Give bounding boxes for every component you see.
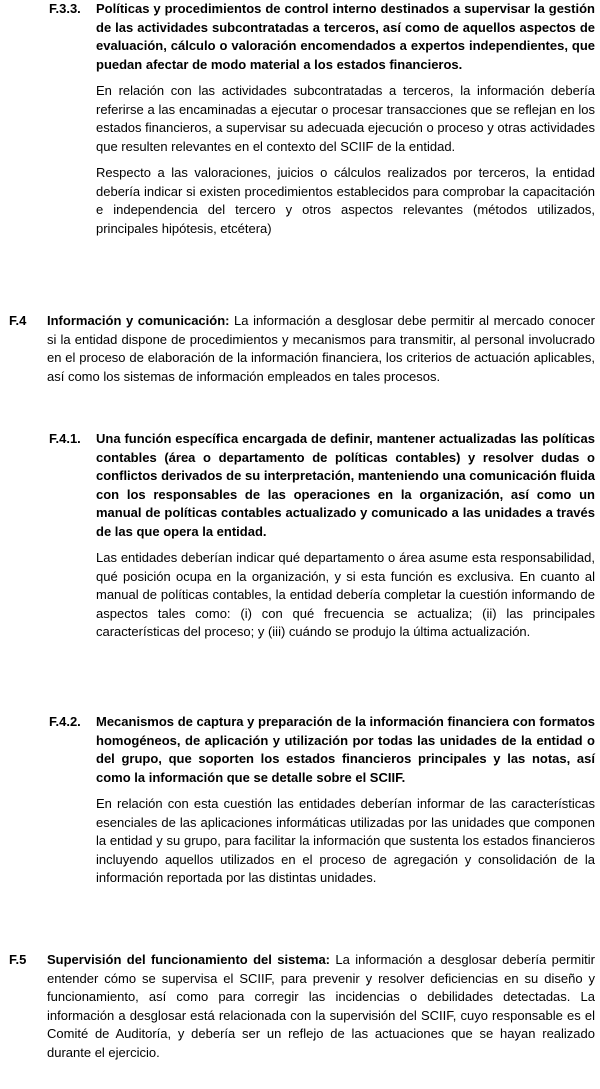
paragraph: Las entidades deberían indicar qué departamento o área asume esta responsabilidad, qué posición ocupa en la organización, y si esta función es exclusiva. En cuanto al manual de políticas contables, la entidad debería completar la cuestión informando de aspectos tales como: (i) con qué frecuencia se actualiza; (ii) las principales características del proceso; y (iii) cuándo se produjo la última actualización. bbox=[96, 550, 595, 639]
section-heading: Información y comunicación: bbox=[47, 313, 230, 328]
section-number: F.4.1. bbox=[49, 431, 81, 446]
section-number: F.5 bbox=[9, 952, 27, 967]
section-f5 bbox=[9, 951, 595, 1086]
section-text: La información a desglosar debería permitir entender cómo se supervisa el SCIIF, para prevenir y resolver deficiencias en su diseño y funcionamiento, así como para corregir las incidencias o debilidades detectadas. La información a desglosar está relacionada con la supervisión del SCIIF, cuyo responsable es el Comité de Auditoría, y debería ser un reflejo de las actuaciones que se hayan realizado durante el ejercicio. bbox=[47, 952, 595, 1060]
section-text: La información a desglosar debe permitir al mercado conocer si la entidad dispone de procedimientos y mecanismos para transmitir, al personal involucrado en el proceso de elaboración de la información financiera, los criterios de actuación aplicables, así como los sistemas de información empleados en tales procesos. bbox=[47, 313, 595, 384]
section-number: F.4 bbox=[9, 313, 27, 328]
paragraph: Respecto a las valoraciones, juicios o cálculos realizados por terceros, la entidad debería indicar si existen procedimientos establecidos para comprobar la capacitación e independencia del tercero y otros aspectos relevantes (métodos utilizados, principales hipótesis, etcétera) bbox=[96, 165, 595, 236]
paragraph: En relación con las actividades subcontratadas a terceros, la información debería referirse a las encaminadas a ejecutar o procesar transacciones que se reflejan en los estados financieros, a supervisar su adecuada ejecución o proceso y otras actividades que resulten relevantes en el contexto del SCIIF de la entidad. bbox=[96, 83, 595, 154]
paragraph: En relación con esta cuestión las entidades deberían informar de las características esenciales de las aplicaciones informáticas utilizadas por las unidades que componen la entidad y su grupo, para facilitar la información que sustenta los estados financieros incluyendo aquellos utilizados en el proceso de agregación y consolidación de la información reportada por las distintas unidades. bbox=[96, 796, 595, 885]
section-number: F.3.3. bbox=[49, 1, 81, 16]
section-f4 bbox=[9, 312, 595, 408]
section-heading: Políticas y procedimientos de control interno destinados a supervisar la gestión de las actividades subcontratadas a terceros, así como de aquellos aspectos de evaluación, cálculo o valoración encomendados a expertos independientes, que puedan afectar de modo material a los estados financieros. bbox=[96, 1, 595, 72]
section-heading: Supervisión del funcionamiento del sistema: bbox=[47, 952, 331, 967]
section-heading: Mecanismos de captura y preparación de la información financiera con formatos homogéneos, de aplicación y utilización por todas las unidades de la entidad o del grupo, que soporten los estados financieros principales y las notas, así como la información que se detalle sobre el SCIIF. bbox=[96, 714, 595, 785]
section-f41 bbox=[49, 430, 595, 695]
section-f33 bbox=[49, 0, 595, 270]
section-number: F.4.2. bbox=[49, 714, 81, 729]
section-f42 bbox=[49, 713, 595, 923]
section-heading: Una función específica encargada de definir, mantener actualizadas las políticas contables (área o departamento de políticas contables) y resolver dudas o conflictos derivados de su interpretación, manteniendo una comunicación fluida con los responsables de las operaciones en la organización, así como un manual de políticas contables actualizado y comunicado a las unidades a través de las que opera la entidad. bbox=[96, 431, 595, 539]
